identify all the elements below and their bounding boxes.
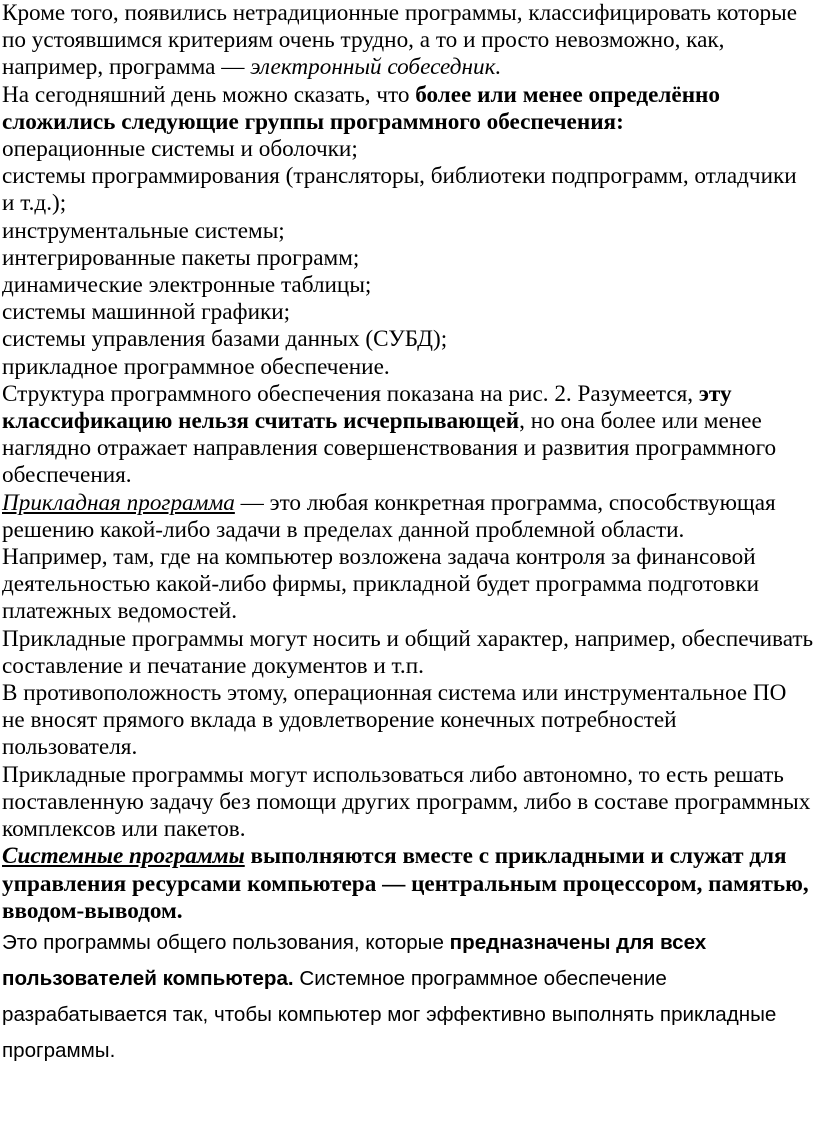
- application-definition-paragraph: [2, 490, 814, 544]
- intro-text: Кроме того, появились нетрадиционные программы, классифицировать которые по устоявшимся критериям очень трудно, а то и просто невозможно, как, например, программа —: [2, 0, 798, 81]
- structure-text-before: Структура программного обеспечения показана на рис. 2. Разумеется,: [2, 380, 699, 407]
- groups-text: На сегодняшний день можно сказать, что: [2, 81, 416, 108]
- list-item: интегрированные пакеты программ;: [2, 244, 360, 271]
- general-use-text-before: Это программы общего пользования, которые: [2, 930, 450, 954]
- groups-bold-text: более или менее определённо сложились следующие группы программного обеспечения:: [2, 81, 721, 135]
- application-definition-text: — это любая конкретная программа, способствующая решению какой-либо задачи в пределах данной проблемной области.: [2, 489, 776, 543]
- general-use-text-after: Системное программное обеспечение разрабатывается так, чтобы компьютер мог эффективно выполнять прикладные программы.: [2, 966, 777, 1062]
- list-item: системы управления базами данных (СУБД);: [2, 326, 448, 353]
- general-use-paragraph: [2, 925, 814, 1069]
- general-use-bold-text: предназначены для всех пользователей компьютера.: [2, 930, 707, 990]
- general-character-paragraph: Прикладные программы могут носить и общий характер, например, обеспечивать составление и печатание документов и т.п.: [2, 625, 814, 679]
- list-item: системы программирования (трансляторы, библиотеки подпрограмм, отладчики и т.д.);: [2, 163, 797, 217]
- intro-example-term: электронный собеседник.: [250, 54, 502, 81]
- system-programs-bold-text: выполняются вместе с прикладными и служат для управления ресурсами компьютера — центральным процессором, памятью, вводом-выводом.: [2, 843, 809, 924]
- contrast-paragraph: В противоположность этому, операционная система или инструментальное ПО не вносят прямого вклада в удовлетворение конечных потребностей пользователя.: [2, 680, 787, 761]
- list-item: системы машинной графики;: [2, 299, 291, 326]
- groups-paragraph: [2, 82, 814, 136]
- structure-text-after: , но она более или менее наглядно отражает направления совершенствования и развития программного обеспечения.: [2, 408, 777, 489]
- structure-bold-text: эту классификацию нельзя считать исчерпывающей: [2, 380, 732, 435]
- system-programs-term: Системные программы: [2, 843, 245, 870]
- intro-paragraph: [2, 0, 814, 82]
- list-item: прикладное программное обеспечение.: [2, 353, 390, 380]
- example-paragraph: Например, там, где на компьютер возложена задача контроля за финансовой деятельностью какой-либо фирмы, прикладной будет программа подготовки платежных ведомостей.: [2, 544, 760, 625]
- list-item: динамические электронные таблицы;: [2, 272, 372, 299]
- application-program-term: Прикладная программа: [2, 489, 235, 516]
- structure-paragraph: [2, 381, 814, 490]
- usage-paragraph: Прикладные программы могут использоваться либо автономно, то есть решать поставленную задачу без помощи других программ, либо в составе программных комплексов или пакетов.: [2, 761, 811, 843]
- list-item: операционные системы и оболочки;: [2, 136, 358, 163]
- document-page: [2, 0, 814, 1069]
- system-programs-paragraph: [2, 843, 814, 925]
- list-item: инструментальные системы;: [2, 217, 285, 244]
